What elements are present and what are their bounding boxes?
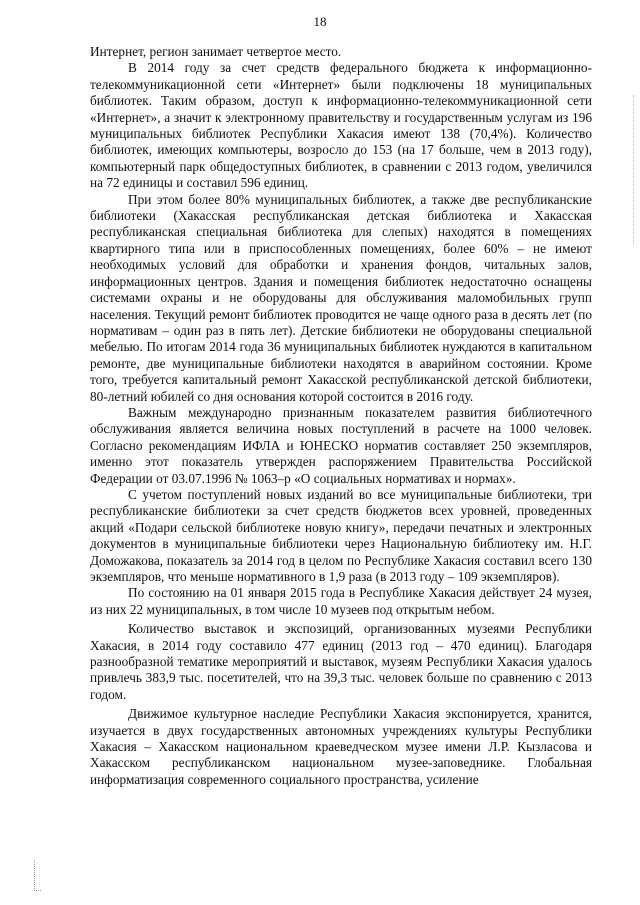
paragraph-3: При этом более 80% муниципальных библиотек, а также две республиканские библиотеки (Хакасская республиканская детская библиотека и Хакасская республиканская специальная библиотека для слепых) находятся в помещениях квартирного типа или в приспособленных помещениях, более 60% – не имеют необходимых условий для обработки и хранения фондов, читальных залов, информационных центров. Здания и помещения библиотек недостаточно оснащены системами охраны и не оборудованы для обслуживания маломобильных групп населения. Текущий ремонт библиотек проводится не чаще одного раза в десять лет (по нормативам – один раз в пять лет). Детские библиотеки не оборудованы специальной мебелью. По итогам 2014 года 36 муниципальных библиотек нуждаются в капитальном ремонте, две муниципальные библиотеки находятся в аварийном состоянии. Кроме того, требуется капитальный ремонт Хакасской республиканской детской библиотеки, 80-летний юбилей со дня основания которой состоится в 2016 году. <box>90 191 592 404</box>
paragraph-2: В 2014 году за счет средств федерального бюджета к информационно-телекоммуникационной сети «Интернет» были подключены 18 муниципальных библиотек. Таким образом, доступ к информационно-телекоммуникационной сети «Интернет», а значит к электронному правительству и государственным услугам из 196 муниципальных библиотек Республики Хакасия имеют 138 (70,4%). Количество библиотек, имеющих компьютеры, возросло до 153 (на 17 больше, чем в 2013 году), компьютерный парк общедоступных библиотек, в сравнении с 2013 годом, увеличился на 72 единицы и составил 596 единиц. <box>90 60 592 191</box>
document-body <box>90 44 592 788</box>
scan-margin-mark <box>34 860 41 891</box>
paragraph-7: Количество выставок и экспозиций, организованных музеями Республики Хакасия, в 2014 году составило 477 единиц (2013 год – 470 единиц). Благодаря разнообразной тематике мероприятий и выставок, музеям Республики Хакасия удалось привлечь 383,9 тыс. посетителей, что на 39,3 тыс. человек больше по сравнению с 2013 годом. <box>90 621 592 702</box>
paragraph-4: Важным международно признанным показателем развития библиотечного обслуживания является величина новых поступлений в расчете на 1000 человек. Согласно рекомендациям ИФЛА и ЮНЕСКО норматив составляет 250 экземпляров, именно этот показатель утвержден распоряжением Правительства Российской Федерации от 03.07.1996 № 1063–р «О социальных нормативах и нормах». <box>90 404 592 486</box>
paragraph-8: Движимое культурное наследие Республики Хакасия экспонируется, хранится, изучается в двух государственных автономных учреждениях культуры Республики Хакасия – Хакасском национальном краеведческом музее имени Л.Р. Кызласова и Хакасском республиканском национальном музее-заповеднике. Глобальная информатизация современного социального пространства, усиление <box>90 706 592 787</box>
paragraph-6: По состоянию на 01 января 2015 года в Республике Хакасия действует 24 музея, из них 22 муниципальных, в том числе 10 музеев под открытым небом. <box>90 585 592 617</box>
scan-edge-dots <box>631 95 634 245</box>
paragraph-1: Интернет, регион занимает четвертое место. <box>90 44 342 59</box>
paragraph-5: С учетом поступлений новых изданий во все муниципальные библиотеки, три республиканские библиотеки за счет средств бюджетов всех уровней, проведенных акций «Подари сельской библиотеке новую книгу», передачи печатных и электронных документов в муниципальные библиотеки через Национальную библиотеку им. Н.Г. Доможакова, показатель за 2014 год в целом по Республике Хакасия составил всего 130 экземпляров, что меньше нормативного в 1,9 раза (в 2013 году – 109 экземпляров). <box>90 486 592 584</box>
page-number: 18 <box>313 14 327 29</box>
